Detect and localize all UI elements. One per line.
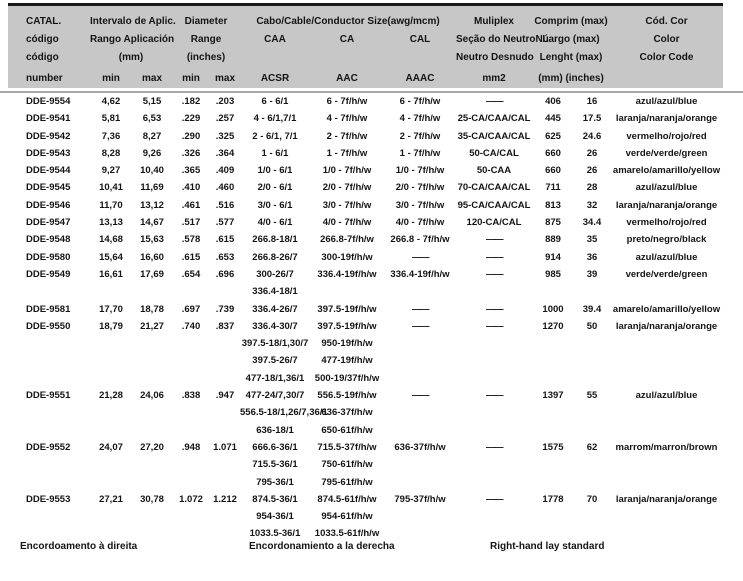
header-ca: CA (339, 34, 355, 45)
cell-ca-aac: 2 - 7f/h/w (326, 130, 368, 142)
table-row (8, 145, 723, 162)
header-in-max: max (214, 73, 235, 84)
header-mm-max: max (141, 73, 162, 84)
cell-caa-acsr: 1/0 - 6/1 (257, 165, 293, 177)
header-aac: AAC (336, 73, 358, 84)
cell-mm-min: 11,70 (99, 199, 123, 211)
cell-mm-max: 8,27 (142, 130, 162, 142)
table-row (8, 179, 723, 196)
cell-mm-max: 24,06 (140, 390, 164, 402)
cell-mm-min: 4,62 (101, 96, 121, 107)
cell-neutral-mm2: 120-CA/CAL (466, 217, 522, 229)
header-diameter-l1: Diameter (184, 16, 228, 27)
header-catalog-l3: código (26, 52, 59, 63)
cell-color-code: laranja/naranja/orange (615, 199, 718, 211)
table-row (8, 387, 723, 439)
cell-in-max: .516 (215, 199, 235, 211)
cell-color-code: vermelho/rojo/red (626, 130, 707, 142)
cell-in-max: 1.212 (213, 493, 237, 505)
table-row (8, 318, 723, 387)
cell-neutral-mm2: —— (486, 96, 502, 107)
cell-mm-max: 27,20 (140, 441, 164, 453)
cell-caa-acsr: 300-26/7 336.4-18/1 (252, 268, 298, 298)
table-row (8, 491, 723, 543)
cell-mm-min: 16,61 (99, 268, 123, 280)
cell-cal-aaac: —— (412, 251, 428, 263)
table-row (8, 93, 723, 110)
cell-color-code: verde/verde/green (625, 147, 708, 159)
header-cal: CAL (409, 34, 431, 45)
cell-in-max: .203 (215, 96, 235, 107)
cell-length-mm: 813 (545, 199, 561, 211)
table-row (8, 231, 723, 248)
cell-ca-aac: 397.5-19f/h/w 950-19f/h/w 477-19f/h/w 500-19/37f/h/w (314, 320, 380, 384)
cell-length-mm: 660 (545, 147, 561, 159)
cell-code: DDE-9580 (26, 251, 71, 263)
cell-cal-aaac: 336.4-19f/h/w (390, 268, 450, 280)
cell-cal-aaac: 2 - 7f/h/w (399, 130, 441, 142)
cell-length-mm: 914 (545, 251, 561, 263)
cell-neutral-mm2: —— (486, 268, 502, 280)
cell-neutral-mm2: 50-CAA (476, 165, 512, 177)
cell-color-code: marrom/marron/brown (615, 441, 718, 453)
cell-neutral-mm2: —— (486, 251, 502, 263)
cell-caa-acsr: 4 - 6/1,7/1 (253, 113, 297, 125)
cell-length-in: 26 (586, 147, 598, 159)
cell-color-code: azul/azul/blue (635, 390, 698, 402)
cell-length-mm: 1270 (542, 320, 564, 332)
cell-mm-min: 15,64 (99, 251, 123, 263)
cell-length-in: 24.6 (582, 130, 602, 142)
table-footer (0, 541, 743, 561)
cell-length-mm: 406 (545, 96, 561, 107)
header-mm-min: min (102, 73, 120, 84)
cell-in-min: .838 (181, 390, 201, 402)
cell-mm-max: 10,40 (140, 165, 164, 177)
header-color-l3: Color Code (639, 52, 694, 63)
cell-mm-max: 5,15 (142, 96, 162, 107)
cell-mm-max: 14,67 (140, 217, 164, 229)
cell-code: DDE-9554 (26, 96, 71, 107)
cell-color-code: laranja/naranja/orange (615, 113, 718, 125)
cell-mm-min: 10,41 (99, 182, 123, 194)
header-interval-l2: Rango Aplicación (90, 34, 175, 45)
cell-ca-aac: 266.8-7f/h/w (320, 234, 374, 246)
cell-in-min: .461 (181, 199, 201, 211)
cell-ca-aac: 1 - 7f/h/w (326, 147, 368, 159)
cell-code: DDE-9546 (26, 199, 71, 211)
cell-in-min: .697 (181, 303, 201, 315)
cell-in-min: .615 (181, 251, 201, 263)
cell-in-min: .948 (181, 441, 201, 453)
cell-length-in: 16 (586, 96, 598, 107)
cell-mm-max: 16,60 (140, 251, 164, 263)
cell-mm-max: 11,69 (140, 182, 164, 194)
cell-caa-acsr: 2/0 - 6/1 (257, 182, 293, 194)
table-header (8, 3, 723, 88)
cell-in-min: 1.072 (179, 493, 203, 505)
cell-in-max: .653 (215, 251, 235, 263)
header-catalog-l4: number (26, 73, 63, 84)
cell-ca-aac: 2/0 - 7f/h/w (322, 182, 372, 194)
cell-length-in: 55 (586, 390, 598, 402)
header-diameter-l2: Range (190, 34, 222, 45)
cell-mm-min: 17,70 (99, 303, 123, 315)
cell-neutral-mm2: —— (486, 441, 502, 453)
cell-in-min: .365 (181, 165, 201, 177)
table-row (8, 128, 723, 145)
cell-mm-min: 18,79 (99, 320, 123, 332)
header-caa: CAA (264, 34, 286, 45)
cell-in-max: .257 (215, 113, 235, 125)
cell-cal-aaac: 2/0 - 7f/h/w (395, 182, 445, 194)
cell-mm-max: 15,63 (140, 234, 164, 246)
cell-in-min: .229 (181, 113, 201, 125)
cell-ca-aac: 300-19f/h/w (321, 251, 373, 263)
cell-caa-acsr: 666.6-36/1 715.5-36/1 795-36/1 (252, 441, 298, 488)
cell-in-min: .182 (181, 96, 201, 107)
table-row (8, 197, 723, 214)
cell-cal-aaac: 4 - 7f/h/w (399, 113, 441, 125)
cell-ca-aac: 6 - 7f/h/w (326, 96, 368, 107)
cell-length-mm: 445 (545, 113, 561, 125)
header-conductor-l1: Cabo/Cable/Conductor Size(awg/mcm) (256, 16, 440, 27)
cell-mm-max: 21,27 (140, 320, 164, 332)
cell-color-code: amarelo/amarillo/yellow (612, 303, 721, 315)
cell-cal-aaac: —— (412, 303, 428, 315)
cell-length-mm: 711 (545, 182, 561, 194)
cell-cal-aaac: 1 - 7f/h/w (399, 147, 441, 159)
cell-length-mm: 625 (545, 130, 561, 142)
cell-color-code: vermelho/rojo/red (626, 217, 707, 229)
cell-in-max: .696 (215, 268, 235, 280)
cell-color-code: verde/verde/green (625, 268, 708, 280)
cell-color-code: laranja/naranja/orange (615, 493, 718, 505)
cell-in-max: .837 (215, 320, 235, 332)
cell-mm-max: 18,78 (140, 303, 164, 315)
cell-in-max: .364 (215, 147, 235, 159)
cell-cal-aaac: 1/0 - 7f/h/w (395, 165, 445, 177)
header-catalog-l1: CATAL. (26, 16, 62, 27)
cell-mm-min: 13,13 (99, 217, 123, 229)
cell-neutral-mm2: 50-CA/CAL (469, 147, 519, 159)
cell-neutral-mm2: —— (486, 390, 502, 402)
cell-length-in: 32 (586, 199, 598, 211)
cell-in-min: .326 (181, 147, 201, 159)
cell-color-code: amarelo/amarillo/yellow (612, 165, 721, 177)
header-length-l3: Lenght (max) (539, 52, 603, 63)
cell-neutral-mm2: —— (486, 320, 502, 332)
footer-note-en: Right-hand lay standard (490, 541, 605, 552)
cell-code: DDE-9544 (26, 165, 71, 177)
cell-mm-max: 9,26 (142, 147, 162, 159)
cell-neutral-mm2: 25-CA/CAA/CAL (457, 113, 531, 125)
header-length-l1: Comprim (max) (534, 16, 608, 27)
header-catalog-l2: código (26, 34, 59, 45)
cell-code: DDE-9548 (26, 234, 71, 246)
cell-mm-min: 9,27 (101, 165, 121, 177)
cell-mm-min: 21,28 (99, 390, 123, 402)
header-neutral-l1: Muliplex (473, 16, 514, 27)
header-neutral-l3: Neutro Desnudo (456, 52, 534, 63)
header-interval-l3: (mm) (118, 52, 144, 63)
cell-code: DDE-9547 (26, 217, 71, 229)
cell-length-mm: 1397 (542, 390, 564, 402)
cell-length-mm: 875 (545, 217, 561, 229)
cell-mm-max: 30,78 (140, 493, 164, 505)
cell-neutral-mm2: 35-CA/CAA/CAL (457, 130, 531, 142)
cell-mm-min: 24,07 (99, 441, 123, 453)
header-neutral-l4: mm2 (482, 73, 506, 84)
cell-code: DDE-9550 (26, 320, 71, 332)
cell-length-mm: 1778 (542, 493, 564, 505)
table-row (8, 266, 723, 301)
cell-in-max: 1.071 (213, 441, 237, 453)
cell-ca-aac: 3/0 - 7f/h/w (322, 199, 372, 211)
footer-note-pt: Encordoamento à direita (20, 541, 138, 552)
cell-ca-aac: 1/0 - 7f/h/w (322, 165, 372, 177)
cell-cal-aaac: 266.8 - 7f/h/w (390, 234, 450, 246)
cell-ca-aac: 874.5-61f/h/w 954-61f/h/w 1033.5-61f/h/w (314, 493, 380, 540)
table-row (8, 301, 723, 318)
cell-neutral-mm2: 95-CA/CAA/CAL (457, 199, 531, 211)
header-acsr: ACSR (260, 73, 290, 84)
cell-length-in: 70 (586, 493, 598, 505)
cell-ca-aac: 397.5-19f/h/w (317, 303, 377, 315)
cell-length-in: 39.4 (582, 303, 602, 315)
cell-neutral-mm2: —— (486, 303, 502, 315)
cell-in-min: .517 (181, 217, 201, 229)
cell-in-min: .740 (181, 320, 201, 332)
cell-length-mm: 1000 (542, 303, 564, 315)
cell-cal-aaac: —— (412, 390, 428, 402)
cell-color-code: azul/azul/blue (635, 96, 698, 107)
cell-code: DDE-9541 (26, 113, 71, 125)
header-interval-l1: Intervalo de Aplic. (90, 16, 176, 27)
cell-in-max: .325 (215, 130, 235, 142)
cell-cal-aaac: 636-37f/h/w (394, 441, 446, 453)
cell-caa-acsr: 874.5-36/1 954-36/1 1033.5-36/1 (249, 493, 301, 540)
cell-caa-acsr: 4/0 - 6/1 (257, 217, 293, 229)
cell-caa-acsr: 477-24/7,30/7 556.5-18/1,26/7,36/1 636-18/1 (240, 390, 328, 436)
cell-length-in: 62 (586, 441, 598, 453)
cell-neutral-mm2: —— (486, 493, 502, 505)
cell-color-code: azul/azul/blue (635, 182, 698, 194)
cell-color-code: preto/negro/black (626, 234, 707, 246)
cell-length-in: 26 (586, 165, 598, 177)
cell-length-mm: 985 (545, 268, 561, 280)
header-in-min: min (182, 73, 200, 84)
table-row (8, 249, 723, 266)
cell-length-in: 17.5 (582, 113, 602, 125)
header-length-l4: (mm) (inches) (538, 73, 604, 84)
cell-length-in: 34.4 (582, 217, 602, 229)
cell-length-mm: 889 (545, 234, 561, 246)
cell-code: DDE-9551 (26, 390, 71, 402)
cell-length-mm: 1575 (542, 441, 564, 453)
cell-cal-aaac: 795-37f/h/w (394, 493, 446, 505)
cell-code: DDE-9552 (26, 441, 71, 453)
header-aaac: AAAC (405, 73, 435, 84)
cell-code: DDE-9542 (26, 130, 71, 142)
cell-length-in: 39 (586, 268, 598, 280)
cell-cal-aaac: 3/0 - 7f/h/w (395, 199, 445, 211)
cell-caa-acsr: 266.8-18/1 (252, 234, 298, 246)
table-body (8, 93, 723, 543)
cell-mm-min: 14,68 (99, 234, 123, 246)
cell-length-in: 50 (586, 320, 598, 332)
cell-mm-max: 6,53 (142, 113, 162, 125)
cell-in-min: .290 (181, 130, 201, 142)
cell-ca-aac: 556.5-19f/h/w 636-37f/h/w 650-61f/h/w (317, 390, 377, 436)
cell-mm-min: 8,28 (101, 147, 121, 159)
cell-caa-acsr: 6 - 6/1 (261, 96, 289, 107)
cell-caa-acsr: 336.4-26/7 (252, 303, 298, 315)
cell-code: DDE-9543 (26, 147, 71, 159)
cell-mm-max: 17,69 (140, 268, 164, 280)
table-row (8, 162, 723, 179)
table-row (8, 439, 723, 491)
cell-in-max: .577 (215, 217, 235, 229)
cell-code: DDE-9553 (26, 493, 71, 505)
cell-in-min: .578 (181, 234, 201, 246)
header-length-l2: Largo (max) (542, 34, 600, 45)
cell-ca-aac: 336.4-19f/h/w (317, 268, 377, 280)
cell-length-in: 35 (586, 234, 598, 246)
cell-mm-min: 5,81 (101, 113, 121, 125)
cell-in-min: .410 (181, 182, 201, 194)
header-diameter-l3: (inches) (186, 52, 226, 63)
cell-in-max: .615 (215, 234, 235, 246)
cell-code: DDE-9549 (26, 268, 71, 280)
cell-ca-aac: 4 - 7f/h/w (326, 113, 368, 125)
cell-neutral-mm2: —— (486, 234, 502, 246)
cell-in-min: .654 (181, 268, 201, 280)
cell-caa-acsr: 336.4-30/7 397.5-18/1,30/7 397.5-26/7 477-18/1,36/1 (241, 320, 309, 384)
table-row (8, 214, 723, 231)
cell-neutral-mm2: 70-CA/CAA/CAL (457, 182, 531, 194)
table-row (8, 110, 723, 127)
cell-mm-max: 13,12 (140, 199, 164, 211)
cell-in-max: .739 (215, 303, 235, 315)
cell-length-in: 36 (586, 251, 598, 263)
cell-mm-min: 27,21 (99, 493, 123, 505)
cell-color-code: azul/azul/blue (635, 251, 698, 263)
cell-code: DDE-9545 (26, 182, 71, 194)
cell-ca-aac: 4/0 - 7f/h/w (322, 217, 372, 229)
cell-length-mm: 660 (545, 165, 561, 177)
cell-caa-acsr: 2 - 6/1, 7/1 (252, 130, 298, 142)
header-color-l1: Cód. Cor (645, 16, 688, 27)
cell-in-max: .460 (215, 182, 235, 194)
cell-cal-aaac: 6 - 7f/h/w (399, 96, 441, 107)
cell-mm-min: 7,36 (101, 130, 121, 142)
cell-in-max: .947 (215, 390, 235, 402)
cell-color-code: laranja/naranja/orange (615, 320, 718, 332)
header-color-l2: Color (653, 34, 680, 45)
footer-note-es: Encordonamiento a la derecha (249, 541, 395, 552)
cell-caa-acsr: 1 - 6/1 (261, 147, 289, 159)
header-neutral-l2: Seção do NeutroNú (456, 34, 549, 45)
cell-caa-acsr: 3/0 - 6/1 (257, 199, 293, 211)
cell-in-max: .409 (215, 165, 235, 177)
cell-cal-aaac: —— (412, 320, 428, 332)
cell-code: DDE-9581 (26, 303, 71, 315)
cell-cal-aaac: 4/0 - 7f/h/w (395, 217, 445, 229)
cell-ca-aac: 715.5-37f/h/w 750-61f/h/w 795-61f/h/w (317, 441, 377, 488)
cell-length-in: 28 (586, 182, 598, 194)
cell-caa-acsr: 266.8-26/7 (252, 251, 298, 263)
